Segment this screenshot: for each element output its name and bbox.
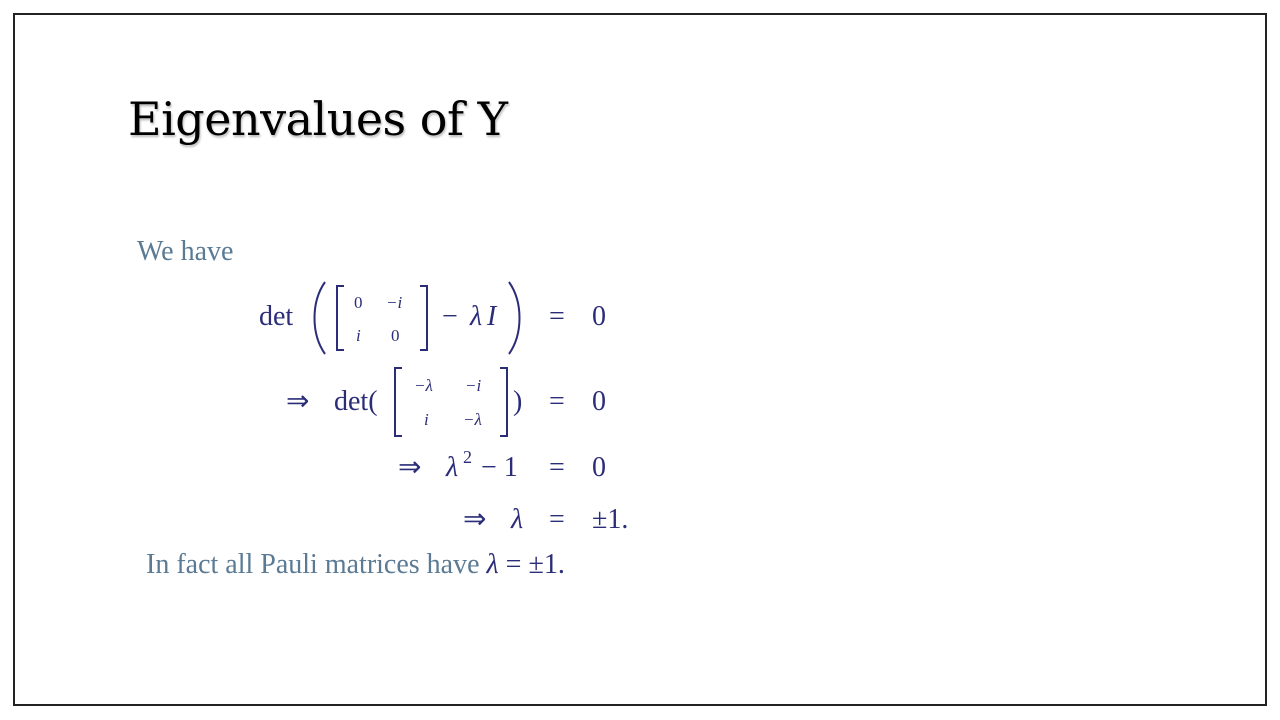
rhs-value: ±1. <box>592 504 629 535</box>
identity-symbol: I <box>487 301 497 332</box>
conclusion-lambda: λ <box>486 549 499 580</box>
equals-sign: = <box>549 301 565 332</box>
exponent: 2 <box>463 447 472 467</box>
matrix-cell: i <box>424 410 429 429</box>
equals-sign: = <box>549 504 565 535</box>
matrix-cell: −i <box>465 376 482 395</box>
lambda-symbol: λ <box>470 301 483 332</box>
implies-arrow: ⇒ <box>398 452 422 483</box>
rhs-value: 0 <box>592 386 606 417</box>
det-operator: det( <box>334 386 378 417</box>
matrix-cell: −i <box>386 293 403 312</box>
minus-sign: − <box>442 301 458 332</box>
equals-sign: = <box>549 386 565 417</box>
conclusion-prose: In fact all Pauli matrices have <box>146 549 480 580</box>
right-bracket <box>418 284 430 352</box>
right-bracket <box>498 366 510 438</box>
intro-text: We have <box>137 236 234 267</box>
close-paren: ) <box>513 386 523 417</box>
implies-arrow: ⇒ <box>463 504 487 535</box>
matrix-cell: 0 <box>354 293 363 312</box>
equals-sign: = <box>549 452 565 483</box>
lambda-symbol: λ <box>446 452 459 483</box>
slide-title: Eigenvalues of Y <box>128 92 508 146</box>
rhs-value: 0 <box>592 301 606 332</box>
minus-one: − 1 <box>481 452 518 483</box>
conclusion-text <box>146 549 565 581</box>
matrix-cell: −λ <box>414 376 433 395</box>
big-right-paren <box>505 280 525 356</box>
conclusion-math: = ±1. <box>498 549 565 580</box>
lambda-symbol: λ <box>511 504 524 535</box>
matrix-cell: 0 <box>391 326 400 345</box>
rhs-value: 0 <box>592 452 606 483</box>
left-bracket <box>392 366 404 438</box>
matrix-cell: i <box>356 326 361 345</box>
implies-arrow: ⇒ <box>286 386 310 417</box>
det-operator: det <box>259 301 294 332</box>
left-bracket <box>334 284 346 352</box>
matrix-cell: −λ <box>463 410 482 429</box>
big-left-paren <box>309 280 329 356</box>
